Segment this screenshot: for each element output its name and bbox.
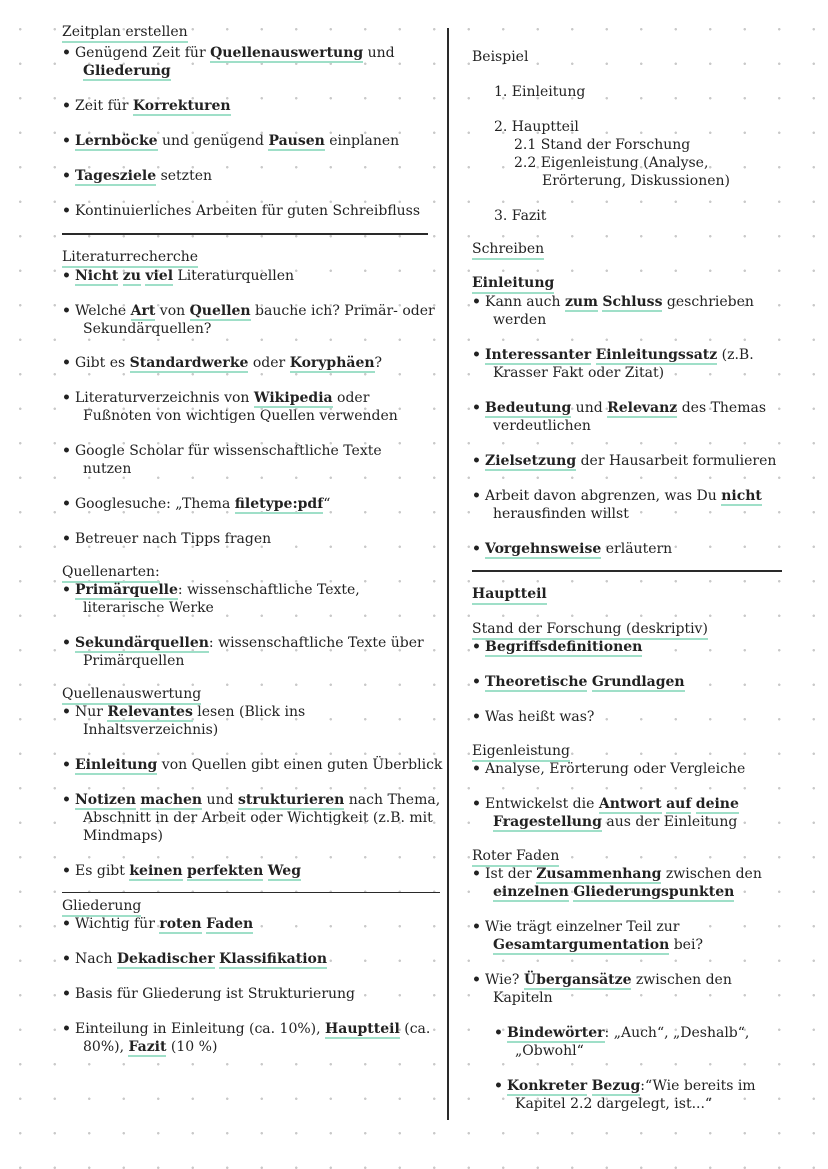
list-item: • Zielsetzung der Hausarbeit formulieren	[472, 452, 782, 470]
list-item: • Bedeutung und Relevanz des Themas verdeutlichen	[472, 399, 782, 435]
list-item: • Genügend Zeit für Quellenauswertung und Gliederung	[62, 44, 444, 80]
list-item: • Zeit für Korrekturen	[62, 97, 444, 115]
list-item: • Gibt es Standardwerke oder Koryphäen?	[62, 354, 444, 372]
outline-subitem: 2.2 Eigenleistung (Analyse,	[514, 155, 709, 171]
section-zeitplan	[62, 24, 444, 220]
list-item: • Wichtig für roten Faden	[62, 915, 444, 933]
section-title-literatur: Literaturrecherche	[62, 249, 198, 268]
list-subitem: • Konkreter Bezug:“Wie bereits im Kapitel 2.2 dargelegt, ist...“	[494, 1077, 782, 1113]
list-item: • Einleitung von Quellen gibt einen guten Überblick	[62, 756, 444, 774]
section-divider	[62, 892, 440, 894]
list-item: • Nach Dekadischer Klassifikation	[62, 950, 444, 968]
list-item: • Vorgehnsweise erläutern	[472, 540, 782, 558]
outline-item: 3. Fazit	[494, 208, 547, 224]
section-divider	[472, 570, 782, 572]
section-gliederung	[62, 898, 444, 1056]
column-divider	[447, 28, 449, 1120]
list-item: • Welche Art von Quellen bauche ich? Primär- oder Sekundärquellen?	[62, 302, 444, 338]
list-item: • Interessanter Einleitungssatz (z.B. Krasser Fakt oder Zitat)	[472, 346, 782, 382]
list-item: • Begriffsdefinitionen	[472, 638, 782, 656]
list-item: • Was heißt was?	[472, 708, 782, 726]
list-item: • Ist der Zusammenhang zwischen den einzelnen Gliederungspunkten	[472, 865, 782, 901]
list-subitem: • Bindewörter: „Auch“, „Deshalb“, „Obwohl“	[494, 1024, 782, 1060]
list-item: • Analyse, Erörterung oder Vergleiche	[472, 760, 782, 778]
subsection-title-eigenleistung: Eigenleistung	[472, 743, 570, 762]
section-divider	[62, 233, 428, 235]
list-item: • Es gibt keinen perfekten Weg	[62, 862, 444, 880]
list-item: • Literaturverzeichnis von Wikipedia oder Fußnoten von wichtigen Quellen verwenden	[62, 389, 444, 425]
section-quellenarten	[62, 564, 444, 670]
section-title-zeitplan: Zeitplan erstellen	[62, 24, 188, 43]
subsection-title-stand: Stand der Forschung (deskriptiv)	[472, 621, 708, 640]
section-literaturrecherche	[62, 249, 444, 548]
subsection-title-roter-faden: Roter Faden	[472, 848, 559, 867]
section-einleitung	[472, 275, 782, 558]
list-item: • Kann auch zum Schluss geschrieben werden	[472, 293, 782, 329]
left-column	[62, 24, 444, 1056]
section-title-gliederung: Gliederung	[62, 898, 141, 917]
section-title-quellenarten: Quellenarten:	[62, 564, 160, 583]
list-item: • Wie? Übergansätze zwischen den Kapiteln	[472, 971, 782, 1007]
list-item: • Lernböcke und genügend Pausen einplanen	[62, 132, 444, 150]
section-title-beispiel: Beispiel	[472, 49, 529, 65]
list-item: • Wie trägt einzelner Teil zur Gesamtargumentation bei?	[472, 918, 782, 954]
section-title-quellenauswertung: Quellenauswertung	[62, 686, 201, 705]
outline-subitem: 2.1 Stand der Forschung	[514, 137, 691, 153]
list-item: • Nicht zu viel Literaturquellen	[62, 267, 444, 285]
section-hauptteil	[472, 586, 782, 1113]
section-title-einleitung: Einleitung	[472, 275, 554, 294]
list-item: • Betreuer nach Tipps fragen	[62, 530, 444, 548]
list-item: • Theoretische Grundlagen	[472, 673, 782, 691]
section-beispiel	[472, 24, 782, 225]
outline-subitem: Erörterung, Diskussionen)	[542, 173, 730, 189]
section-title-schreiben: Schreiben	[472, 241, 544, 260]
list-item: • Primärquelle: wissenschaftliche Texte, literarische Werke	[62, 581, 444, 617]
list-item: • Nur Relevantes lesen (Blick ins Inhaltsverzeichnis)	[62, 703, 444, 739]
outline-item: 1. Einleitung	[494, 84, 586, 100]
list-item: • Googlesuche: „Thema filetype:pdf“	[62, 495, 444, 513]
list-item: • Kontinuierliches Arbeiten für guten Schreibfluss	[62, 202, 444, 220]
list-item: • Sekundärquellen: wissenschaftliche Texte über Primärquellen	[62, 634, 444, 670]
section-title-hauptteil: Hauptteil	[472, 586, 547, 605]
list-item: • Notizen machen und strukturieren nach Thema, Abschnitt in der Arbeit oder Wichtigkeit (z.B. mit Mindmaps)	[62, 791, 444, 845]
list-item: • Basis für Gliederung ist Strukturierung	[62, 985, 444, 1003]
list-item: • Entwickelst die Antwort auf deine Fragestellung aus der Einleitung	[472, 795, 782, 831]
list-item: • Einteilung in Einleitung (ca. 10%), Hauptteil (ca. 80%), Fazit (10 %)	[62, 1020, 444, 1056]
outline-item: 2. Hauptteil	[494, 119, 579, 135]
section-quellenauswertung	[62, 686, 444, 880]
list-item: • Arbeit davon abgrenzen, was Du nicht herausfinden willst	[472, 487, 782, 523]
list-item: • Tagesziele setzten	[62, 167, 444, 185]
list-item: • Google Scholar für wissenschaftliche Texte nutzen	[62, 442, 444, 478]
right-column	[472, 24, 782, 1113]
